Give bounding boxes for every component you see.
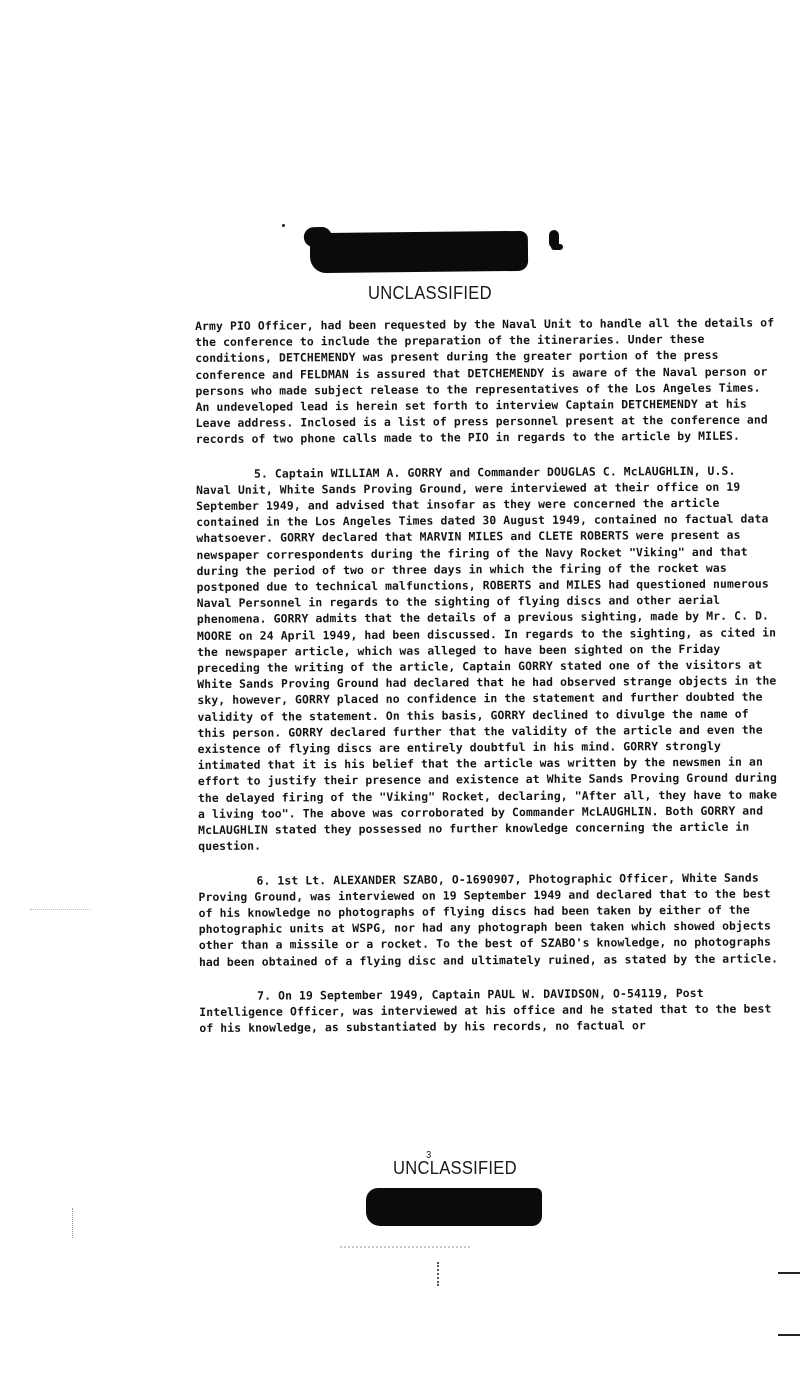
scan-artifact-dots	[437, 1262, 441, 1286]
paragraph-6-text: 6. 1st Lt. ALEXANDER SZABO, O-1690907, Photographic Officer, White Sands Proving Ground, was interviewed on 19 September 1949 and declared that to the best of his knowledge no photographs of flying discs had been taken by either of the photographic units at WSPG, nor had any photograph been taken which showed objects other than a missile or a rocket. To the best of SZABO's knowledge, no photographs had been obtained of a flying disc and ultimately ruined, as stated by the article.	[198, 870, 779, 969]
paragraph-5	[196, 462, 778, 854]
scan-artifact-dash	[30, 909, 90, 911]
page-edge-tick	[778, 1334, 800, 1336]
classification-stamp-bottom	[393, 1150, 517, 1179]
redaction-mark-small	[549, 230, 559, 248]
paragraph-continuation: Army PIO Officer, had been requested by the Naval Unit to handle all the details of the conference to include the preparation of the itineraries. Under these conditions, DETCHEMENDY was present during the greater portion of the press conference and FELDMAN is assured that DETCHEMENDY is aware of the Naval person or persons who made subject release to the representatives of the Los Angeles Times. An undeveloped lead is herein set forth to interview Captain DETCHEMENDY at his Leave address. Inclosed is a list of press personnel present at the conference and records of two phone calls made to the PIO in regards to the article by MILES.	[195, 315, 775, 447]
paragraph-5-text: 5. Captain WILLIAM A. GORRY and Commander DOUGLAS C. McLAUGHLIN, U.S. Naval Unit, White Sands Proving Ground, were interviewed at their office on 19 September 1949, and advised that insofar as they were concerned the article contained in the Los Angeles Times dated 30 August 1949, contained no factual data whatsoever. GORRY declared that MARVIN MILES and CLETE ROBERTS were present as newspaper correspondents during the firing of the Navy Rocket "Viking" and that during the period of two or three days in which the firing of the rocket was postponed due to technical malfunctions, ROBERTS and MILES had questioned numerous Naval Personnel in regards to the sighting of flying discs and other aerial phenomena. GORRY admits that the details of a previous sighting, made by Mr. C. D. MOORE on 24 April 1949, had been discussed. In regards to the sighting, as cited in the newspaper article, which was alleged to have been sighted on the Friday preceding the writing of the article, Captain GORRY stated one of the visitors at White Sands Proving Ground had declared that he had observed strange objects in the sky, however, GORRY placed no confidence in the statement and further doubted the validity of the statement. On this basis, GORRY declined to divulge the name of this person. GORRY declared further that the validity of the article and even the existence of flying discs are entirely doubtful in his mind. GORRY strongly intimated that it is his belief that the article was written by the newsmen in an effort to justify their presence and existence at White Sands Proving Ground during the delayed firing of the "Viking" Rocket, declaring, "After all, they have to make a living too". The above was corroborated by Commander McLAUGHLIN. Both GORRY and McLAUGHLIN stated they possessed no further knowledge concerning the article in question.	[196, 463, 778, 854]
paragraph-6	[198, 869, 779, 970]
page-edge-tick	[778, 1272, 800, 1274]
paragraph-7-text: 7. On 19 September 1949, Captain PAUL W. DAVIDSON, O-54119, Post Intelligence Officer, was interviewed at his office and he stated that to the best of his knowledge, as substantiated by his records, no factual or	[199, 985, 772, 1036]
classification-stamp-bottom-text: UNCLASSIFIED	[393, 1158, 517, 1178]
classification-stamp-top: UNCLASSIFIED	[368, 283, 492, 303]
document-body	[195, 314, 779, 1036]
scan-artifact-noise	[340, 1246, 470, 1252]
paragraph-7	[199, 984, 779, 1036]
redaction-bar-bottom	[366, 1188, 542, 1226]
ink-speck	[282, 224, 285, 227]
redaction-bar-top	[310, 231, 528, 273]
page-number-mark: 3	[426, 1150, 432, 1161]
scan-artifact-smudge	[72, 1208, 83, 1238]
